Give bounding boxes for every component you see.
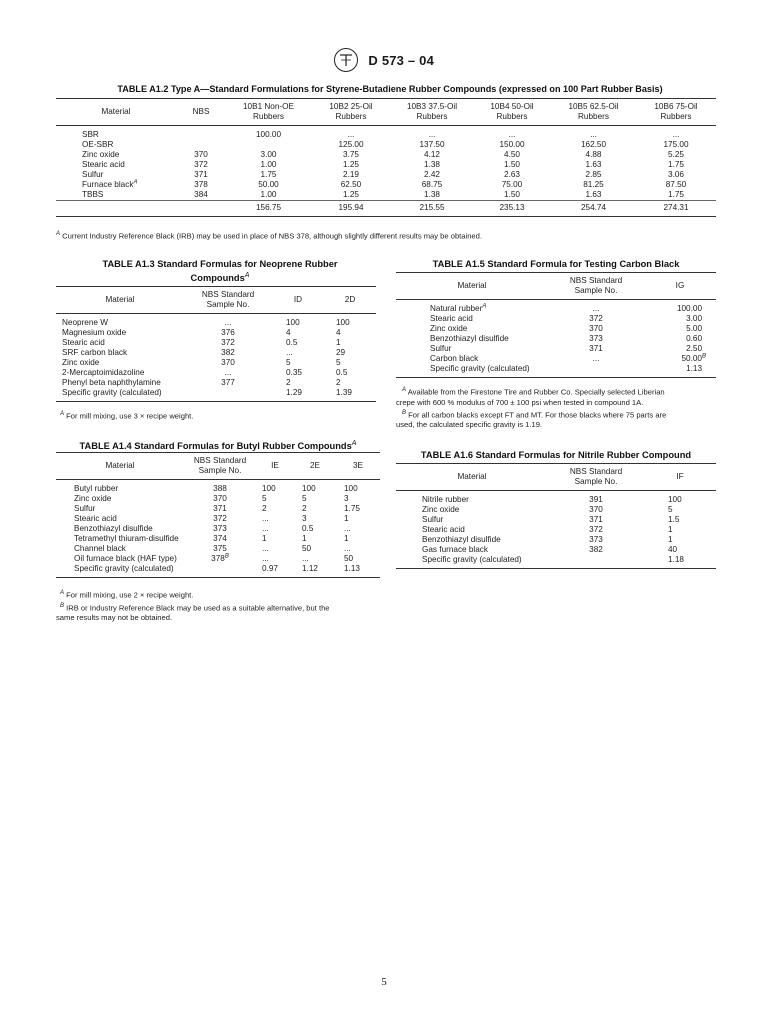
column-header-1d: ID xyxy=(293,295,303,304)
document-code: D 573 – 04 xyxy=(368,52,435,68)
table-row: Sulfur 371 1.5 xyxy=(422,515,680,524)
footnote-b: $^B$ For all carbon blacks except FT and MT. For those blacks where 75 parts are xyxy=(402,409,667,420)
column-header-10b1: 10B1 Non-OE Rubbers xyxy=(243,102,294,121)
column-header-1e: IE xyxy=(271,461,279,470)
column-header-material: Material xyxy=(457,472,487,481)
column-header-nbs-standard: NBS Standard Sample No. xyxy=(569,467,623,486)
table-a14 xyxy=(56,452,380,578)
footnote-marker: A xyxy=(133,179,138,186)
table-a14-footnotes xyxy=(56,588,380,623)
table-total-row: 156.75 195.94 215.55 235.13 254.74 274.31 xyxy=(56,201,716,217)
table-row: Nitrile rubber 391 100 xyxy=(422,495,682,504)
footnote-a: $^A$ For mill mixing, use 2 × recipe weight. xyxy=(60,590,194,600)
column-header-nbs: NBS xyxy=(192,107,210,116)
table-row: Carbon black ... 50.00$^B$ xyxy=(430,353,706,363)
table-row: Specific gravity (calculated) 0.97 1.12 1.13 xyxy=(74,564,360,573)
footnote-a-continued: crepe with 600 % modulus of 700 ± 100 psi when tested in compound 1A. xyxy=(396,397,644,407)
column-header-material: Material xyxy=(457,281,487,290)
footnote-b-continued: used, the calculated specific gravity is 1.19. xyxy=(396,420,543,430)
table-row: TBBS 384 1.00 1.25 1.38 1.50 1.63 1.75 xyxy=(82,190,684,199)
table-row: Stearic acid 372 3.00 xyxy=(430,314,702,323)
table-a13-title: TABLE A1.3 Standard Formulas for Neoprene Rubber Compounds$^A$ xyxy=(102,259,338,284)
column-header-material: Material xyxy=(101,107,131,116)
column-header-2e: 2E xyxy=(309,461,320,470)
column-header-10b2: 10B2 25-Oil Rubbers xyxy=(329,102,373,121)
column-header-material: Material xyxy=(105,295,135,304)
table-row: Specific gravity (calculated) 1.29 1.39 xyxy=(62,388,352,397)
table-row: Stearic acid 372 ... 3 1 xyxy=(74,514,349,523)
column-header-nbs-standard: NBS Standard Sample No. xyxy=(193,456,247,475)
table-a14-title: TABLE A1.4 Standard Formulas for Butyl Rubber Compounds$^A$ xyxy=(79,440,357,452)
footnote-b-continued: same results may not be obtained. xyxy=(56,613,173,623)
page-number: 5 xyxy=(381,976,387,988)
table-row: Sulfur 371 2.50 xyxy=(430,344,702,353)
footnote-marker: A xyxy=(482,303,487,310)
column-header-10b5: 10B5 62.5-Oil Rubbers xyxy=(568,102,619,121)
table-a15 xyxy=(396,272,716,378)
column-header-10b3: 10B3 37.5-Oil Rubbers xyxy=(406,102,458,121)
column-header-1g: IG xyxy=(675,281,685,290)
table-row: Furnace black$^A$ 378 50.00 62.50 68.75 75.00 81.25 87.50 xyxy=(82,179,687,189)
table-row: OE-SBR 125.00 137.50 150.00 162.50 175.00 xyxy=(82,140,689,149)
column-header-nbs-standard: NBS Standard Sample No. xyxy=(201,290,255,309)
column-header-nbs-standard: NBS Standard Sample No. xyxy=(569,276,623,295)
table-row: Sulfur 371 1.75 2.19 2.42 2.63 2.85 3.06 xyxy=(82,170,684,179)
table-a13-footnote: $^A$ For mill mixing, use 3 × recipe weight. xyxy=(60,411,194,421)
table-row: Specific gravity (calculated) 1.13 xyxy=(430,364,702,373)
column-header-2d: 2D xyxy=(344,295,356,304)
table-row: Tetramethyl thiuram-disulfide 374 1 1 1 xyxy=(74,534,349,543)
column-header-10b6: 10B6 75-Oil Rubbers xyxy=(654,102,698,121)
table-a13 xyxy=(56,286,376,402)
footnote-marker: B xyxy=(701,353,706,360)
table-row: Benzothiazyl disulfide 373 ... 0.5 ... xyxy=(74,524,351,533)
table-row: Magnesium oxide 376 4 4 xyxy=(62,328,341,337)
table-a12 xyxy=(56,98,716,217)
table-row: Channel black 375 ... 50 ... xyxy=(74,544,351,553)
table-row: Benzothiazyl disulfide 373 1 xyxy=(422,535,673,544)
table-a12-footnote: $^A$ Current Industry Reference Black (IRB) may be used in place of NBS 378, although slightly different results may be obtained. xyxy=(56,231,482,241)
table-a15-title: TABLE A1.5 Standard Formula for Testing Carbon Black xyxy=(432,259,680,269)
table-row: Specific gravity (calculated) 1.18 xyxy=(422,555,684,564)
table-a15-footnotes xyxy=(396,385,716,430)
table-row: SBR 100.00 ... ... ... ... ... xyxy=(82,130,680,139)
footnote-a: $^A$ Available from the Firestone Tire and Rubber Co. Specially selected Liberian xyxy=(402,387,665,397)
table-row: Zinc oxide 370 5.00 xyxy=(430,324,702,333)
table-row: Stearic acid 372 1 xyxy=(422,525,673,534)
column-header-1f: IF xyxy=(676,472,684,481)
document-header xyxy=(0,48,768,72)
column-header-3e: 3E xyxy=(352,461,363,470)
table-row: Stearic acid 372 0.5 1 xyxy=(62,338,341,347)
table-row: Neoprene W ... 100 100 xyxy=(62,318,350,327)
table-row: Gas furnace black 382 40 xyxy=(422,545,678,554)
table-a12-title: TABLE A1.2 Type A—Standard Formulations for Styrene-Butadiene Rubber Compounds (expressed on 100 Part Rubber Basis) xyxy=(117,84,663,94)
table-row: Butyl rubber 388 100 100 100 xyxy=(74,484,358,493)
footnote-b: $^B$ IRB or Industry Reference Black may be used as a suitable alternative, but the xyxy=(60,602,330,613)
footnote-marker: B xyxy=(224,553,229,560)
table-row: Benzothiazyl disulfide 373 0.60 xyxy=(430,334,702,343)
column-header-10b4: 10B4 50-Oil Rubbers xyxy=(490,102,534,121)
table-row: Zinc oxide 370 5 xyxy=(422,505,673,514)
table-row: Zinc oxide 370 5 5 3 xyxy=(74,494,349,503)
table-row: 2-Mercaptoimidazoline ... 0.35 0.5 xyxy=(62,368,348,377)
table-row: Zinc oxide 370 3.00 3.75 4.12 4.50 4.88 5.25 xyxy=(82,150,684,159)
table-row: Natural rubber$^A$ ... 100.00 xyxy=(430,303,702,313)
table-row: Phenyl beta naphthylamine 377 2 2 xyxy=(62,378,341,387)
table-row: SRF carbon black 382 ... 29 xyxy=(62,348,346,357)
table-row: Oil furnace black (HAF type) 378$^B$ ... ... 50 xyxy=(74,553,354,563)
astm-logo-icon xyxy=(334,48,358,72)
table-row: Sulfur 371 2 2 1.75 xyxy=(74,504,360,513)
table-a16-title: TABLE A1.6 Standard Formulas for Nitrile Rubber Compound xyxy=(420,450,692,460)
table-a16 xyxy=(396,463,716,569)
column-header-material: Material xyxy=(105,461,135,470)
table-row: Stearic acid 372 1.00 1.25 1.38 1.50 1.63 1.75 xyxy=(82,160,684,169)
table-row: Zinc oxide 370 5 5 xyxy=(62,358,341,367)
